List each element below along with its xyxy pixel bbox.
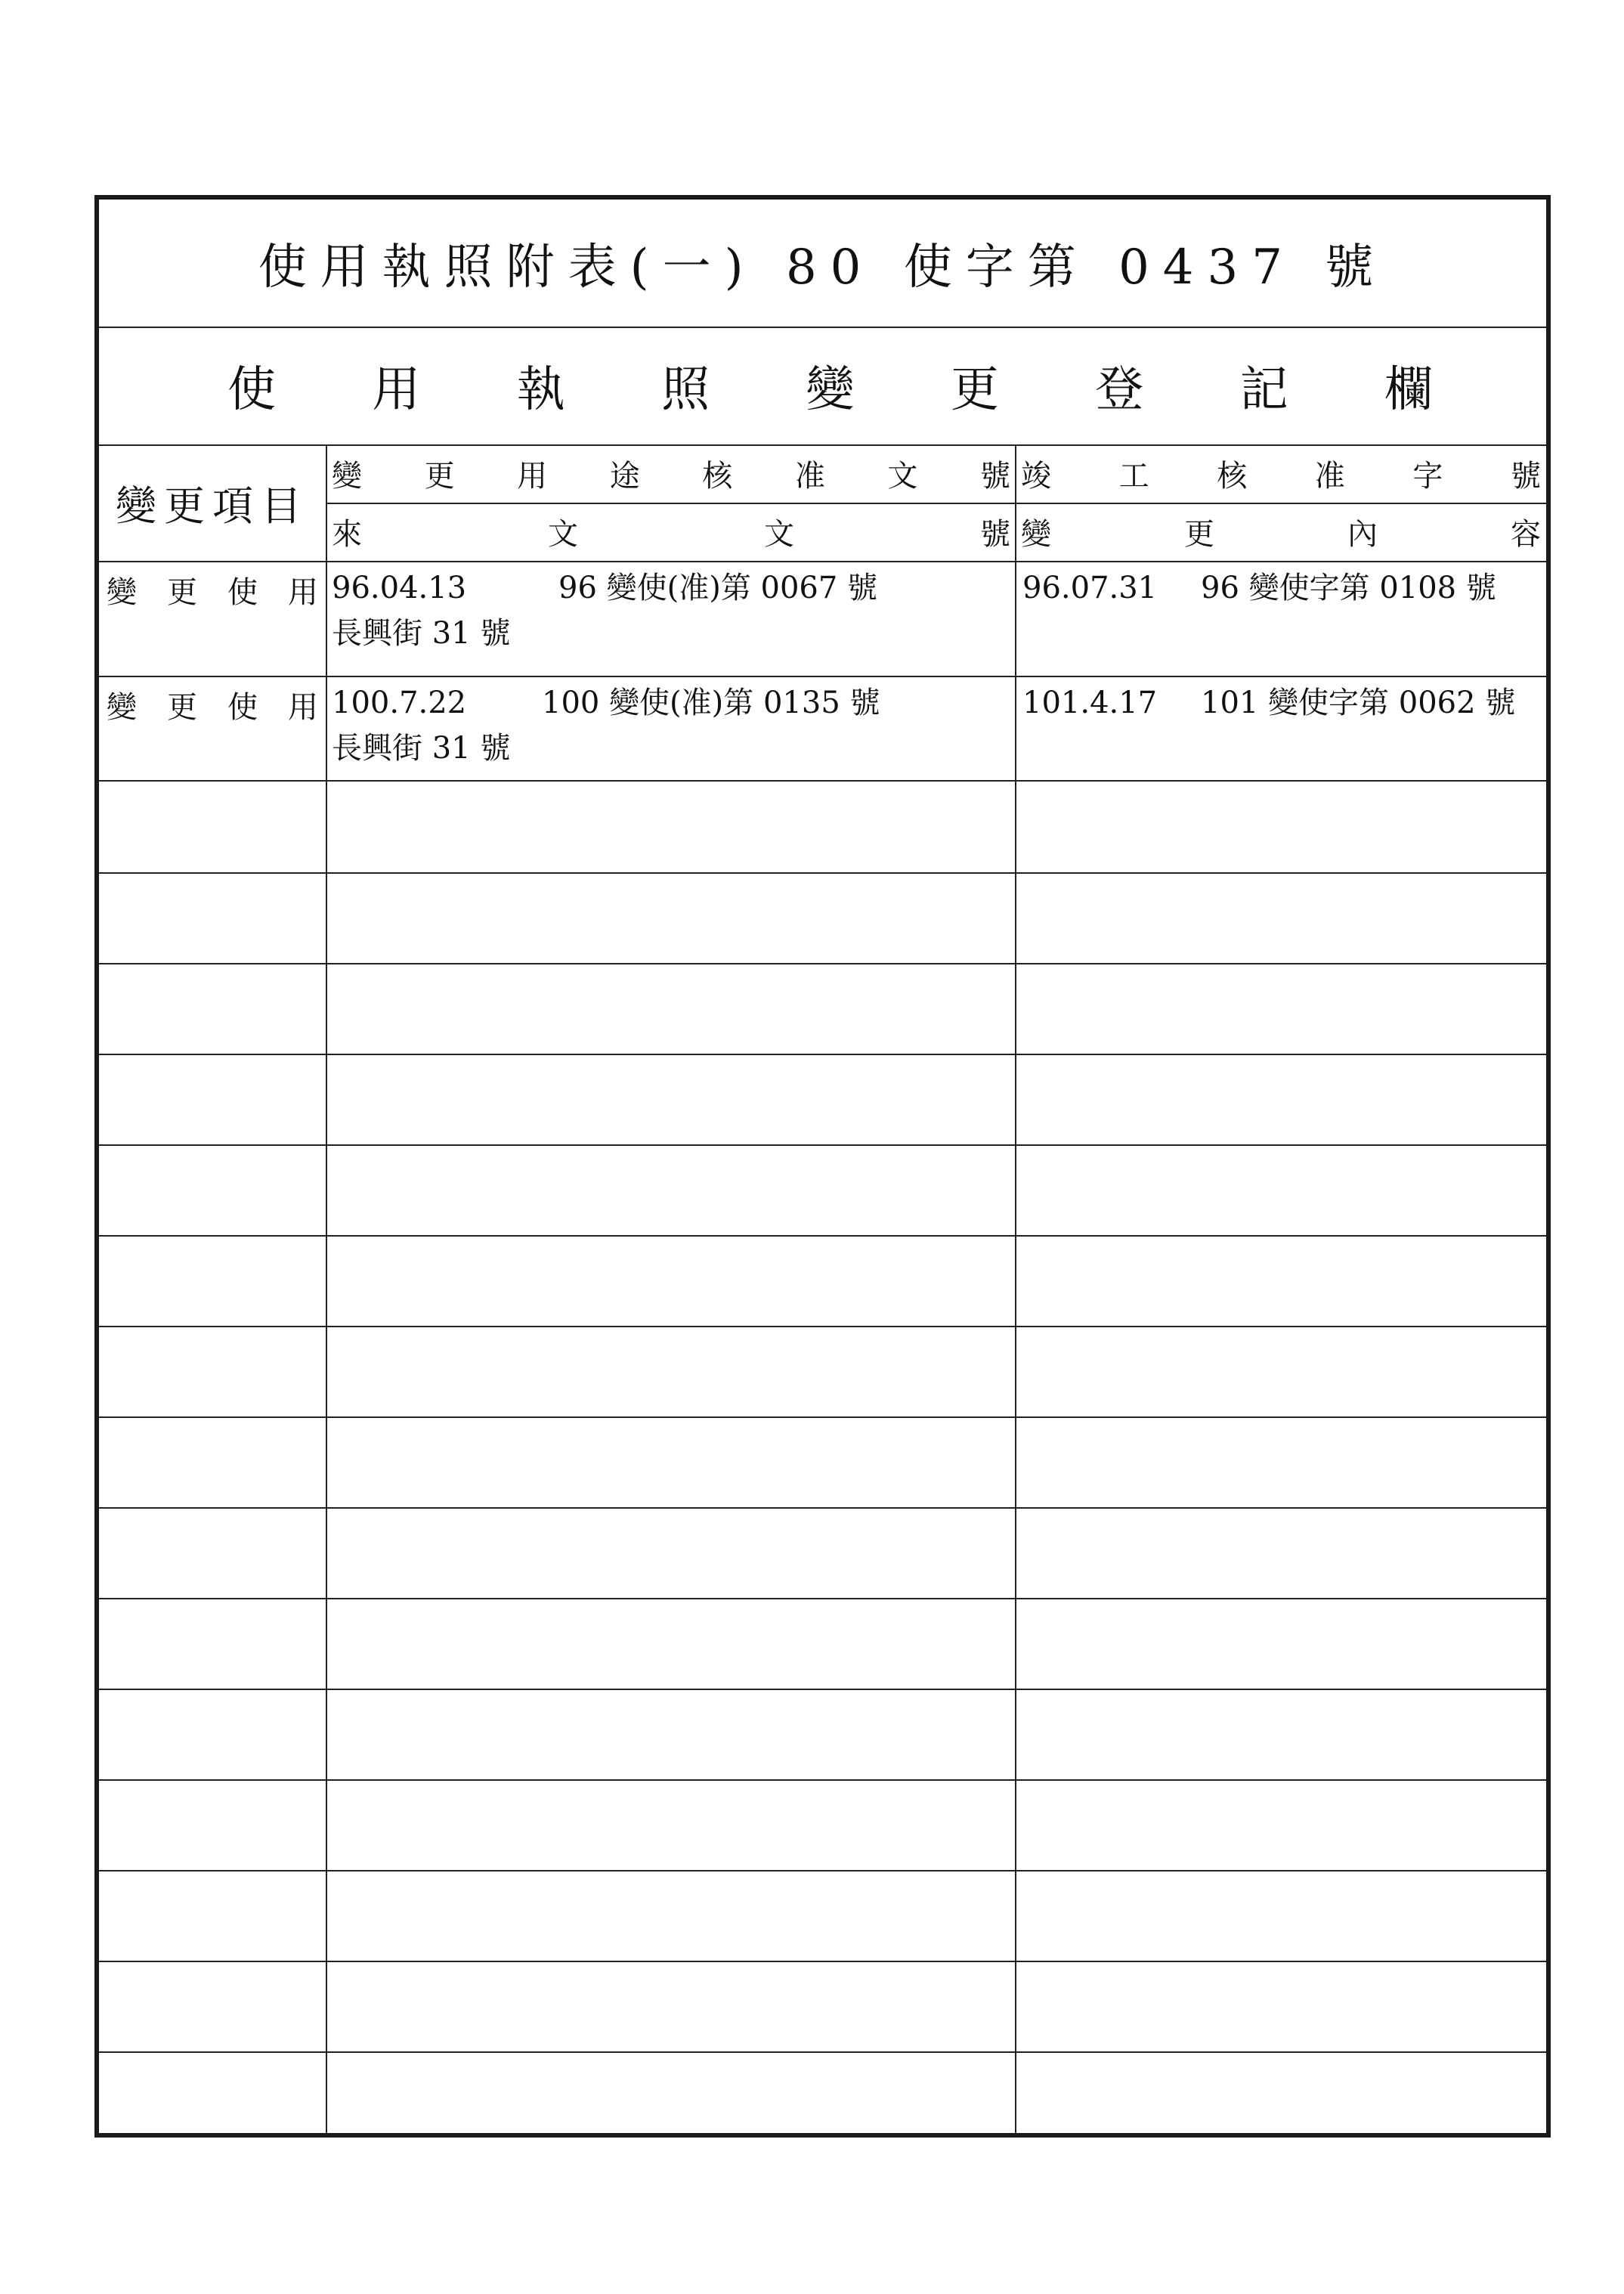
row-approval-entry (332, 680, 1012, 771)
row-divider (99, 2051, 1546, 2053)
row-divider (99, 780, 1546, 782)
subtitle-char: 欄 (1384, 362, 1433, 418)
row-divider (99, 872, 1546, 874)
completion-number: 96 變使字第 0108 號 (1201, 571, 1496, 605)
row-divider (99, 1235, 1546, 1237)
address: 長興街 31 號 (332, 616, 511, 651)
divider (99, 561, 1546, 562)
completion-date: 101.4.17 (1022, 686, 1158, 720)
approval-number: 100 變使(准)第 0135 號 (542, 686, 880, 720)
subtitle-char: 變 (806, 362, 855, 418)
approval-number: 96 變使(准)第 0067 號 (558, 571, 878, 605)
row-completion-entry (1022, 565, 1544, 611)
row-divider (99, 1326, 1546, 1327)
header-approval-doc-no: 變 更 用 途 核 准 文 號 (332, 459, 1010, 494)
header-change-item: 變更項目 (116, 481, 309, 530)
row-divider (99, 963, 1546, 964)
subtitle-char: 用 (372, 362, 421, 418)
column-divider (1015, 444, 1016, 2133)
form-subtitle (99, 327, 1546, 444)
row-approval-entry (332, 565, 1012, 656)
row-divider (99, 1144, 1546, 1146)
completion-number: 101 變使字第 0062 號 (1201, 686, 1516, 720)
change-registration-form (94, 195, 1551, 2138)
row-divider (99, 1779, 1546, 1781)
approval-date: 100.7.22 (332, 686, 467, 720)
row-change-item: 變 更 使 用 (107, 690, 318, 725)
address: 長興街 31 號 (332, 731, 511, 766)
subtitle-char: 執 (516, 362, 565, 418)
header-change-content: 變 更 內 容 (1021, 517, 1541, 552)
row-divider (99, 1507, 1546, 1509)
row-divider (99, 676, 1546, 677)
row-divider (99, 1598, 1546, 1599)
header-incoming-doc-no: 來 文 文 號 (332, 517, 1010, 552)
header-completion-no: 竣 工 核 准 字 號 (1021, 459, 1541, 494)
subtitle-char: 使 (227, 362, 276, 418)
subtitle-char: 更 (950, 362, 999, 418)
row-change-item: 變 更 使 用 (107, 575, 318, 610)
row-divider (99, 1961, 1546, 1962)
subtitle-char: 登 (1095, 362, 1144, 418)
row-divider (99, 1054, 1546, 1055)
form-title: 使用執照附表(一) 80 使字第 0437 號 (258, 240, 1387, 296)
approval-date: 96.04.13 (332, 571, 467, 605)
completion-date: 96.07.31 (1022, 571, 1158, 605)
row-divider (99, 1689, 1546, 1690)
row-completion-entry (1022, 680, 1544, 726)
column-divider (326, 444, 327, 2133)
subtitle-char: 照 (661, 362, 710, 418)
row-divider (99, 1416, 1546, 1418)
subtitle-char: 記 (1239, 362, 1288, 418)
row-divider (99, 1870, 1546, 1871)
